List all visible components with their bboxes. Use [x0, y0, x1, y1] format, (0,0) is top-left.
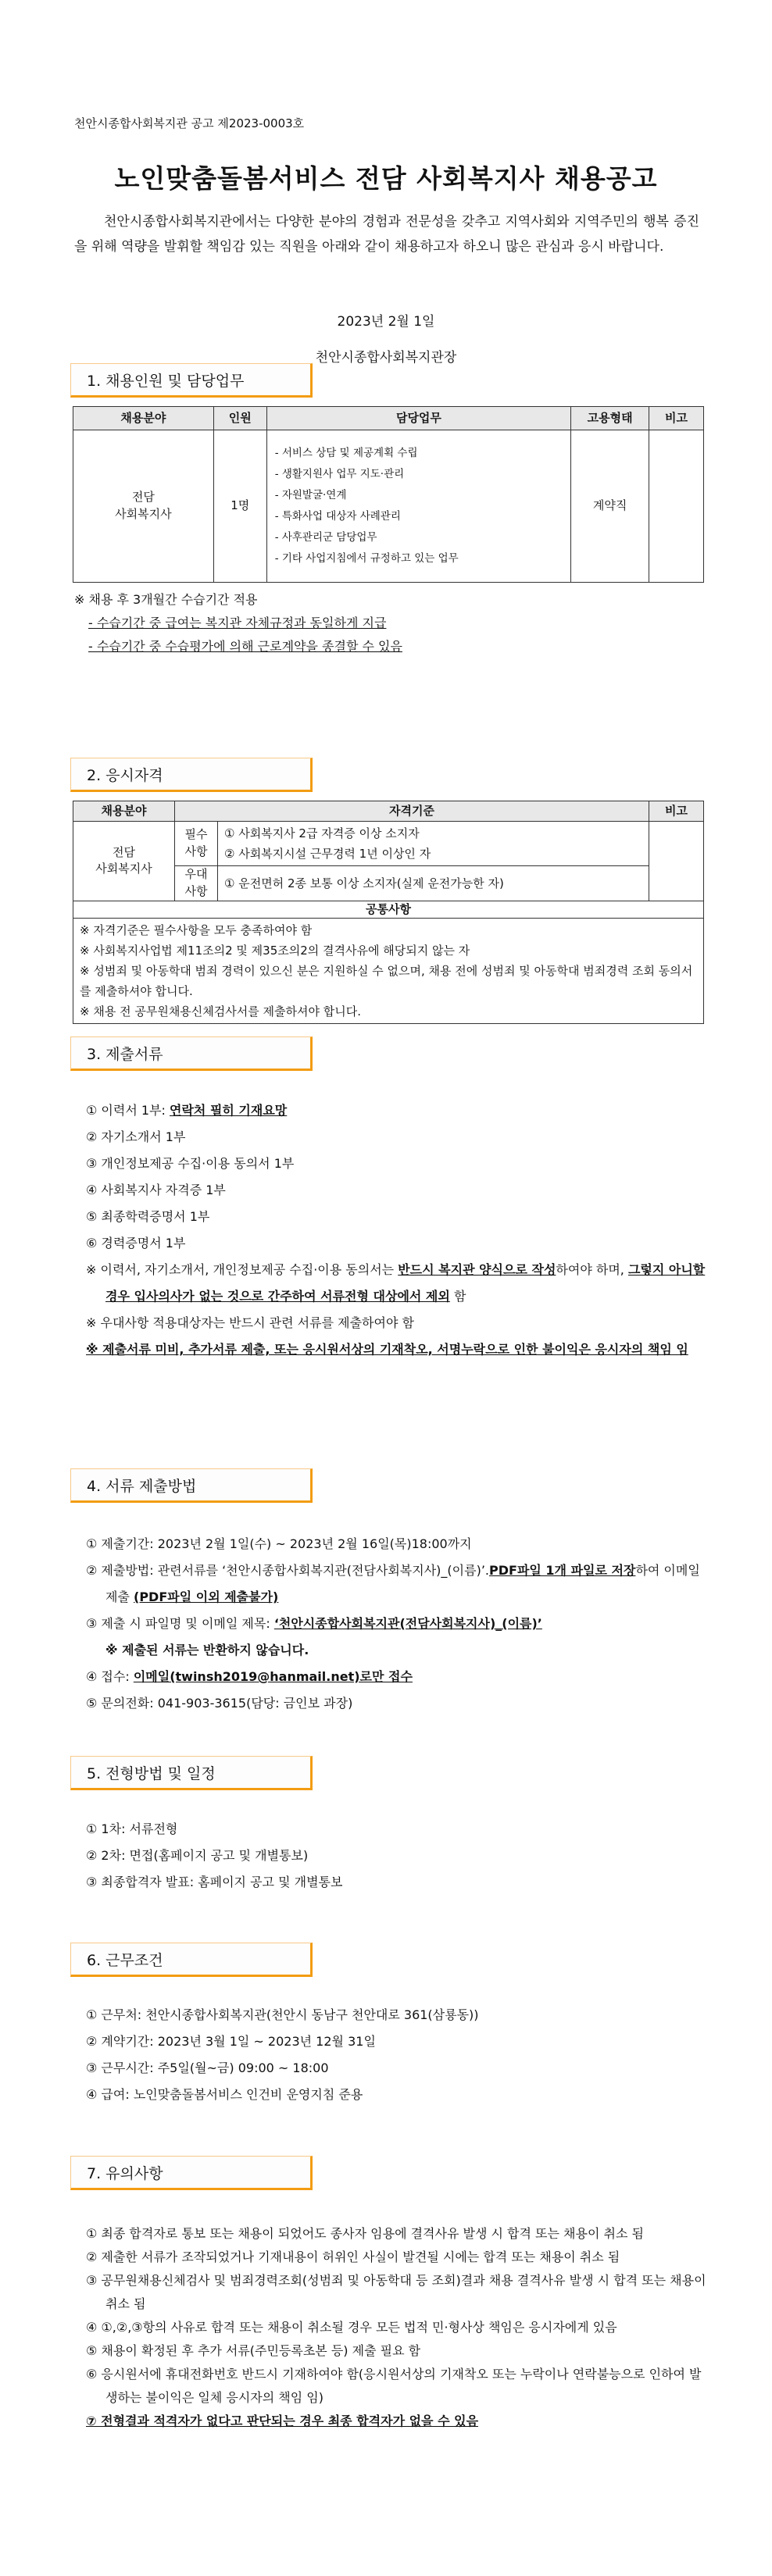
duty-item: - 생활지원사 업무 지도·관리: [274, 468, 405, 480]
list-item: ④ ①,②,③항의 사유로 합격 또는 채용이 취소될 경우 모든 법적 민·형사상 책임은 응시자에게 있음: [86, 2320, 617, 2335]
col-header-duties: 담당업무: [266, 407, 571, 430]
probation-item: - 수습기간 중 급여는 복지관 자체규정과 동일하게 지급: [88, 615, 387, 630]
section-1-heading: 1. 채용인원 및 담당업무: [70, 363, 313, 398]
item-text: ③ 제출 시 파일명 및 이메일 제목:: [86, 1616, 274, 1631]
item-text: ① 이력서 1부:: [86, 1103, 170, 1118]
section-5-heading: 5. 전형방법 및 일정: [70, 1756, 313, 1790]
duty-item: - 특화사업 대상자 사례관리: [274, 510, 401, 523]
conditions-list: [86, 2002, 711, 2108]
common-item: ※ 채용 전 공무원채용신체검사서를 제출하셔야 합니다.: [80, 1004, 361, 1019]
required-cell: [218, 822, 649, 866]
list-item: ⑤ 최종학력증명서 1부: [86, 1209, 210, 1224]
type-cell: 계약직: [571, 430, 649, 583]
list-item: ② 계약기간: 2023년 3월 1일 ~ 2023년 12월 31일: [86, 2034, 376, 2049]
note-emphasis: 그렇지 아니할 경우 입사의사가 없는 것으로 간주하여 서류전형 대상에서 제외: [105, 1262, 706, 1304]
list-item: ① 제출기간: 2023년 2월 1일(수) ~ 2023년 2월 16일(목)18:00까지: [86, 1536, 472, 1551]
item-emphasis: ‘천안시종합사회복지관(전담사회복지사)_(이름)’: [273, 1616, 542, 1631]
col-header-field: 채용분야: [73, 801, 175, 822]
recruitment-table: [73, 406, 704, 583]
documents-note: [86, 1257, 711, 1310]
intro-paragraph: 천안시종합사회복지관에서는 다양한 분야의 경험과 전문성을 갖추고 지역사회와 지역주민의 행복 증진을 위해 역량을 발휘할 책임감 있는 직원을 아래와 같이 채용하고자 하오니 많은 관심과 응시 바랍니다.: [74, 214, 699, 255]
documents-note: ※ 우대사항 적용대상자는 반드시 관련 서류를 제출하여야 함: [86, 1315, 414, 1330]
item-emphasis: PDF파일 1개 파일로 저장: [489, 1563, 636, 1578]
list-item: ⑥ 응시원서에 휴대전화번호 반드시 기재하여야 함(응시원서상의 기재착오 또는 누락이나 연락불능으로 인하여 발생하는 불이익은 일체 응시자의 책임 임): [86, 2367, 702, 2405]
list-item: ① 근무처: 천안시종합사회복지관(천안시 동남구 천안대로 361(삼룡동)): [86, 2007, 479, 2022]
list-item: ② 제출한 서류가 조작되었거나 기재내용이 허위인 사실이 발견될 시에는 합격 또는 채용이 취소 됨: [86, 2250, 620, 2264]
precautions-list: [86, 2222, 711, 2433]
common-cell: [73, 919, 704, 1024]
list-item: ⑤ 채용이 확정된 후 추가 서류(주민등록초본 등) 제출 필요 함: [86, 2343, 421, 2358]
probation-item: - 수습기간 중 수습평가에 의해 근로계약을 종결할 수 있음: [88, 639, 402, 654]
list-item: [86, 1611, 711, 1637]
list-item: ③ 근무시간: 주5일(월~금) 09:00 ~ 18:00: [86, 2060, 329, 2075]
common-title: 공통사항: [73, 901, 704, 919]
section-7-heading: 7. 유의사항: [70, 2156, 313, 2190]
list-item: ④ 급여: 노인맞춤돌봄서비스 인건비 운영지침 준용: [86, 2087, 363, 2102]
item-emphasis: 연락처 필히 기재요망: [170, 1103, 288, 1118]
required-label: 필수 사항: [175, 822, 218, 866]
duty-item: - 자원발굴·연계: [274, 489, 347, 501]
probation-title: ※ 채용 후 3개월간 수습기간 적용: [74, 592, 258, 607]
remarks-cell: [649, 822, 704, 901]
field-cell: 전담 사회복지사: [73, 822, 175, 901]
note-text: 하여야 하며,: [556, 1262, 628, 1277]
duty-item: - 기타 사업지침에서 규정하고 있는 업무: [274, 552, 459, 565]
selection-list: [86, 1816, 711, 1896]
section-4-heading: 4. 서류 제출방법: [70, 1468, 313, 1503]
field-cell: 전담 사회복지사: [73, 430, 214, 583]
col-header-count: 인원: [213, 407, 266, 430]
list-item: ⑤ 문의전화: 041-903-3615(담당: 금인보 과장): [86, 1696, 353, 1711]
list-item: ③ 공무원채용신체검사 및 범죄경력조회(성범죄 및 아동학대 등 조회)결과 채용 결격사유 발생 시 합격 또는 채용이 취소 됨: [86, 2273, 706, 2311]
note-text: 함: [449, 1289, 466, 1304]
submission-list: [86, 1531, 711, 1717]
list-item: [86, 1557, 711, 1611]
section-2-heading: 2. 응시자격: [70, 758, 313, 792]
col-header-type: 고용형태: [571, 407, 649, 430]
list-item: ⑥ 경력증명서 1부: [86, 1236, 186, 1251]
note-text: ※ 이력서, 자기소개서, 개인정보제공 수집·이용 동의서는: [86, 1262, 399, 1277]
section-6-heading: 6. 근무조건: [70, 1943, 313, 1977]
duties-cell: [266, 430, 571, 583]
list-item: ④ 사회복지사 자격증 1부: [86, 1183, 226, 1197]
notice-number: 천안시종합사회복지관 공고 제2023-0003호: [74, 116, 305, 130]
list-item: ② 자기소개서 1부: [86, 1129, 186, 1144]
qualification-table: [73, 801, 704, 1024]
list-item: [86, 1097, 711, 1124]
list-item: ① 최종 합격자로 통보 또는 채용이 되었어도 종사자 임용에 결격사유 발생 시 합격 또는 채용이 취소 됨: [86, 2226, 644, 2241]
documents-note: ※ 제출서류 미비, 추가서류 제출, 또는 응시원서상의 기재착오, 서명누락으로 인한 불이익은 응시자의 책임 임: [86, 1342, 688, 1357]
list-item: ⑦ 전형결과 적격자가 없다고 판단되는 경우 최종 합격자가 없을 수 있음: [86, 2414, 479, 2428]
page-title: 노인맞춤돌봄서비스 전담 사회복지사 채용공고: [114, 163, 658, 194]
item-emphasis: (PDF파일 이외 제출불가): [134, 1589, 279, 1604]
list-item: ③ 개인정보제공 수집·이용 동의서 1부: [86, 1156, 295, 1171]
remarks-cell: [649, 430, 704, 583]
duty-item: - 서비스 상담 및 제공계획 수립: [274, 447, 418, 459]
note-emphasis: 반드시 복지관 양식으로 작성: [398, 1262, 556, 1277]
col-header-field: 채용분야: [73, 407, 214, 430]
section-3-heading: 3. 제출서류: [70, 1036, 313, 1071]
duty-item: - 사후관리군 담당업무: [274, 531, 377, 544]
email-address: 이메일(twinsh2019@hanmail.net)로만 접수: [133, 1669, 413, 1684]
issuer: 천안시종합사회복지관장: [315, 350, 457, 366]
common-item: ※ 자격기준은 필수사항을 모두 충족하여야 함: [80, 923, 313, 938]
list-item: ③ 최종합격자 발표: 홈페이지 공고 및 개별통보: [86, 1875, 343, 1889]
list-item: ② 2차: 면접(홈페이지 공고 및 개별통보): [86, 1848, 309, 1863]
list-item: ① 1차: 서류전형: [86, 1821, 178, 1836]
item-text: ② 제출방법: 관련서류를 ‘천안시종합사회복지관(전담사회복지사)_(이름)’.: [86, 1563, 489, 1578]
common-item: ※ 성범죄 및 아동학대 범죄 경력이 있으신 분은 지원하실 수 없으며, 채용 전에 성범죄 및 아동학대 범죄경력 조회 동의서를 제출하셔야 합니다.: [80, 964, 693, 999]
required-item: ② 사회복지시설 근무경력 1년 이상인 자: [224, 847, 431, 861]
preferred-item: ① 운전면허 2종 보통 이상 소지자(실제 운전가능한 자): [218, 866, 649, 901]
probation-note: [74, 588, 402, 658]
preferred-label: 우대 사항: [175, 866, 218, 901]
common-item: ※ 사회복지사업법 제11조의2 및 제35조의2의 결격사유에 해당되지 않는 자: [80, 944, 470, 958]
col-header-criteria: 자격기준: [175, 801, 649, 822]
list-item: ※ 제출된 서류는 반환하지 않습니다.: [105, 1643, 309, 1657]
documents-list: [86, 1097, 711, 1363]
count-cell: 1명: [213, 430, 266, 583]
notice-date: 2023년 2월 1일: [337, 314, 435, 330]
col-header-remarks: 비고: [649, 801, 704, 822]
col-header-remarks: 비고: [649, 407, 704, 430]
list-item: [86, 1664, 711, 1690]
required-item: ① 사회복지사 2급 자격증 이상 소지자: [224, 826, 420, 840]
item-text: ④ 접수:: [86, 1669, 134, 1684]
item-text: 하여 이메일제출: [105, 1563, 700, 1604]
